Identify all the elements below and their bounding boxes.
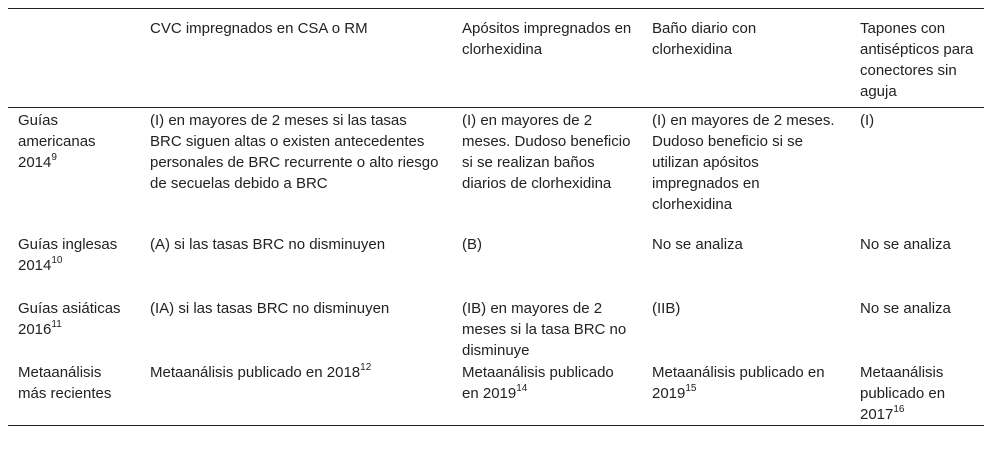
cell-text: No se analiza [860,300,951,317]
cell-text: (IIB) [652,300,681,317]
cell-apositos [452,362,642,426]
cell-cvc [140,298,452,362]
cell-apositos [452,298,642,362]
row-label-text: Guías inglesas 2014 [18,236,118,274]
row-label-text: Guías americanas 2014 [18,112,96,171]
cell-apositos [452,234,642,298]
table-row [8,108,984,235]
cell-tapones [850,298,984,362]
row-label [8,362,140,426]
cell-tapones [850,234,984,298]
table-row [8,234,984,298]
cell-text: (I) en mayores de 2 meses. Dudoso beneficio si se utilizan apósitos impregnados en clorhexidina [652,112,835,213]
cell-text: (I) en mayores de 2 meses. Dudoso beneficio si se realizan baños diarios de clorhexidina [462,112,631,192]
header-cell-cvc: CVC impregnados en CSA o RM [150,20,368,37]
reference-number: 11 [51,319,62,330]
cell-text: No se analiza [652,236,743,253]
cell-text: (A) si las tasas BRC no disminuyen [150,236,386,253]
cell-text: Metaanálisis publicado en 2019 [652,364,825,402]
header-cell-tapones: Tapones con antisépticos para conectores sin aguja [860,20,974,100]
cell-text: (B) [462,236,482,253]
row-label [8,234,140,298]
cell-cvc [140,234,452,298]
cell-text: (IB) en mayores de 2 meses si la tasa BRC no disminuye [462,300,627,359]
row-label-text: Guías asiáticas 2016 [18,300,121,338]
reference-number: 12 [360,362,372,373]
row-label-text: Metaanálisis más recientes [18,364,112,402]
cell-text: (I) en mayores de 2 meses si las tasas BRC siguen altas o existen antecedentes personales de BRC recurrente o alto riesgo de secuelas debido a BRC [150,112,439,192]
cell-text: Metaanálisis publicado en 2018 [150,364,361,381]
cell-text: (I) [860,112,875,129]
recommendations-table [8,8,984,426]
reference-number: 10 [51,255,63,266]
table-row [8,298,984,362]
reference-number: 14 [516,383,528,394]
cell-bano [642,234,850,298]
reference-number: 16 [893,404,905,415]
cell-text: (IA) si las tasas BRC no disminuyen [150,300,390,317]
table-row [8,362,984,426]
cell-bano [642,108,850,235]
cell-bano [642,362,850,426]
cell-cvc [140,108,452,235]
cell-text: Metaanálisis publicado en 2019 [462,364,614,402]
row-label [8,298,140,362]
cell-cvc [140,362,452,426]
reference-number: 9 [51,152,57,163]
cell-bano [642,298,850,362]
cell-apositos [452,108,642,235]
header-cell-bano: Baño diario con clorhexidina [652,20,757,58]
cell-text: No se analiza [860,236,951,253]
cell-tapones [850,108,984,235]
table-header-row [8,9,984,108]
header-cell-apositos: Apósitos impregnados en clorhexidina [462,20,632,58]
row-label [8,108,140,235]
reference-number: 15 [685,383,697,394]
cell-tapones [850,362,984,426]
cell-text: Metaanálisis publicado en 2017 [860,364,946,423]
header-cell-empty [8,9,140,108]
